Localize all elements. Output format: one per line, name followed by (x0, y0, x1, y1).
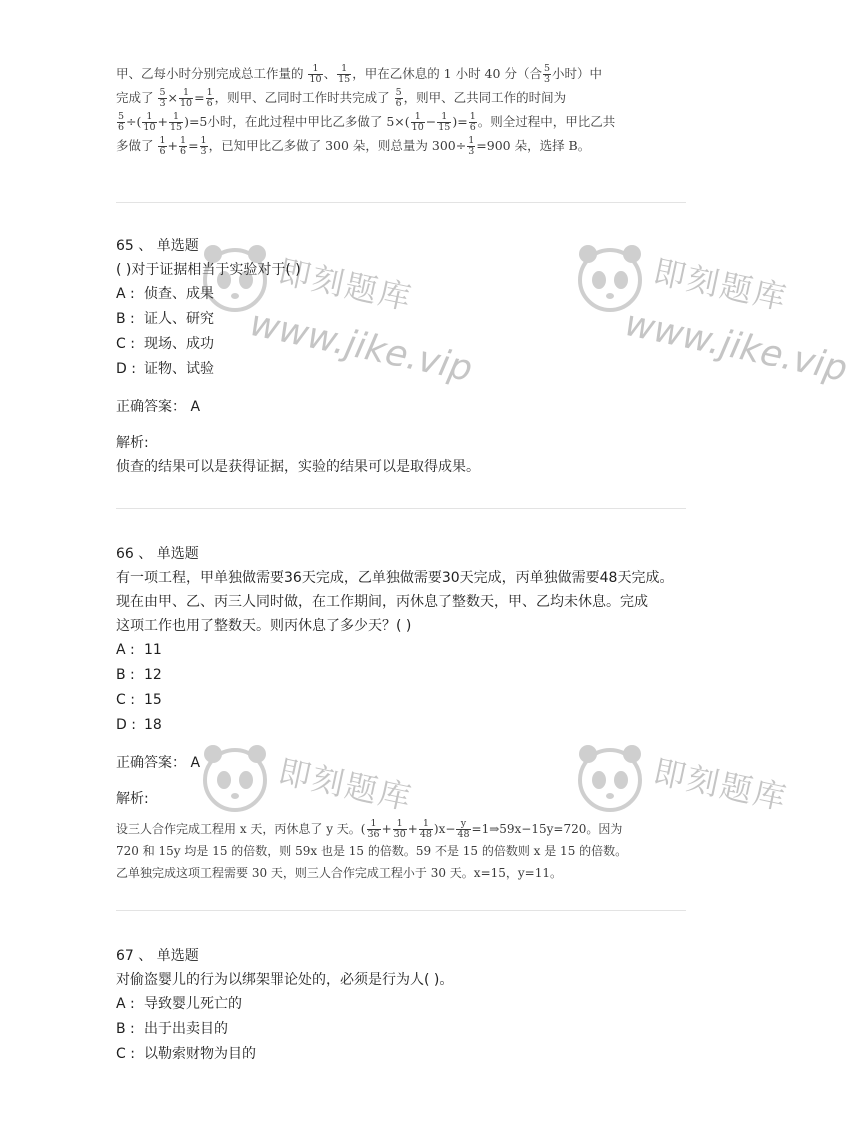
option-b[interactable] (116, 663, 696, 688)
option-b[interactable] (116, 307, 696, 332)
option-letter: A : (116, 996, 135, 1012)
question-65 (116, 236, 696, 480)
question-header: 65 、 单选题 (116, 238, 199, 254)
question-header: 66 、 单选题 (116, 546, 199, 562)
option-c[interactable] (116, 688, 696, 713)
option-text: 12 (144, 667, 162, 683)
question-stem-line-1: 有一项工程，甲单独做需要36天完成，乙单独做需要30天完成，丙单独做需要48天完成。 (116, 570, 674, 586)
analysis-label: 解析: (116, 791, 149, 807)
scan-line-1: 设三人合作完成工程用 x 天，丙休息了 y 天。( $\frac{1}{36}$ + $\frac{1}{30}$ + $\frac{1}{48}$ )x− $\frac{y}{48}$ =1⇒59x−15y=720。因为 (116, 818, 623, 840)
correct-answer: 正确答案： A (116, 755, 201, 771)
option-text: 导致婴儿死亡的 (144, 996, 242, 1012)
fraction: $\frac{1}{48}$ (419, 818, 432, 840)
option-text: 以勒索财物为目的 (144, 1046, 256, 1062)
fraction: $\frac{1}{15}$ (438, 111, 451, 133)
watermark-brand: 即刻题库 (650, 752, 792, 818)
option-letter: C : (116, 1046, 135, 1062)
scanned-analysis-q66 (116, 818, 676, 884)
option-a[interactable] (116, 638, 696, 663)
option-letter: B : (116, 311, 135, 327)
analysis-text: 侦查的结果可以是获得证据，实验的结果可以是取得成果。 (116, 459, 480, 475)
option-c[interactable] (116, 332, 696, 357)
option-letter: B : (116, 667, 135, 683)
option-b[interactable] (116, 1017, 696, 1042)
option-text: 证人、研究 (144, 311, 214, 327)
watermark-url: www.jike.vip (246, 302, 476, 391)
fraction: $\frac{1}{10}$ (143, 111, 156, 133)
fraction: $\frac{5}{6}$ (118, 111, 125, 133)
fraction: $\frac{5}{3}$ (159, 87, 166, 109)
option-letter: C : (116, 336, 135, 352)
scanned-solution-q64 (116, 62, 636, 158)
question-stem: ( )对于证据相当于实验对于( ) (116, 262, 301, 278)
option-d[interactable] (116, 357, 696, 382)
fraction: $\frac{1}{3}$ (468, 135, 475, 157)
watermark-brand: 即刻题库 (275, 252, 417, 318)
question-stem: 对偷盗婴儿的行为以绑架罪论处的，必须是行为人( )。 (116, 972, 454, 988)
option-text: 证物、试验 (144, 361, 214, 377)
question-67 (116, 946, 696, 1067)
fraction: $\frac{1}{6}$ (180, 135, 187, 157)
scan-line-2: 完成了 $\frac{5}{3}$ × $\frac{1}{10}$ = $\frac{1}{6}$ ，则甲、乙同时工作时共完成了 $\frac{5}{6}$ ，则甲、乙共同工作的时间为 (116, 87, 567, 109)
question-stem-line-2: 现在由甲、乙、丙三人同时做，在工作期间，丙休息了整数天，甲、乙均未休息。完成 (116, 594, 648, 610)
fraction: $\frac{1}{10}$ (309, 63, 322, 85)
fraction: $\frac{1}{6}$ (159, 135, 166, 157)
option-text: 18 (144, 717, 162, 733)
option-text: 现场、成功 (144, 336, 214, 352)
fraction: $\frac{1}{30}$ (393, 818, 406, 840)
fraction: $\frac{1}{15}$ (169, 111, 183, 133)
question-header: 67 、 单选题 (116, 948, 199, 964)
fraction: $\frac{1}{3}$ (200, 135, 207, 157)
option-text: 15 (144, 692, 162, 708)
fraction: $\frac{1}{10}$ (180, 87, 193, 109)
correct-answer: 正确答案： A (116, 399, 201, 415)
option-c[interactable] (116, 1042, 696, 1067)
fraction: $\frac{1}{15}$ (338, 63, 351, 85)
fraction: $\frac{1}{6}$ (469, 111, 476, 133)
fraction: $\frac{1}{36}$ (367, 818, 380, 840)
question-stem-line-3: 这项工作也用了整数天。则丙休息了多少天？( ) (116, 618, 412, 634)
option-letter: B : (116, 1021, 135, 1037)
fraction: $\frac{5}{3}$ (543, 63, 550, 85)
scan-line-2: 720 和 15y 均是 15 的倍数，则 59x 也是 15 的倍数。59 不是 15 的倍数则 x 是 15 的倍数。 (116, 844, 628, 858)
option-text: 侦查、成果 (144, 286, 214, 302)
divider (116, 202, 686, 203)
option-text: 出于出卖目的 (144, 1021, 228, 1037)
divider (116, 910, 686, 911)
option-letter: D : (116, 717, 136, 733)
option-text: 11 (144, 642, 162, 658)
watermark-brand: 即刻题库 (650, 252, 792, 318)
fraction: $\frac{1}{10}$ (411, 111, 424, 133)
option-d[interactable] (116, 713, 696, 738)
scan-line-4: 多做了 $\frac{1}{6}$ + $\frac{1}{6}$ = $\frac{1}{3}$ ，已知甲比乙多做了 300 朵，则总量为 300÷ $\frac{1}{3}$ =900 朵，选择 B。 (116, 135, 591, 157)
option-a[interactable] (116, 992, 696, 1017)
watermark-url: www.jike.vip (621, 302, 851, 391)
fraction: $\frac{5}{6}$ (395, 87, 402, 109)
fraction: $\frac{1}{6}$ (206, 87, 213, 109)
option-a[interactable] (116, 282, 696, 307)
option-letter: A : (116, 286, 135, 302)
fraction: $\frac{y}{48}$ (457, 818, 470, 840)
option-letter: D : (116, 361, 136, 377)
analysis-label: 解析: (116, 435, 149, 451)
option-letter: C : (116, 692, 135, 708)
question-66 (116, 544, 696, 810)
option-letter: A : (116, 642, 135, 658)
scan-line-3: 乙单独完成这项工程需要 30 天，则三人合作完成工程小于 30 天。x=15，y=11。 (116, 866, 562, 880)
watermark-brand: 即刻题库 (275, 752, 417, 818)
divider (116, 508, 686, 509)
scan-line-1: 甲、乙每小时分别完成总工作量的 $\frac{1}{10}$ 、 $\frac{1}{15}$ ，甲在乙休息的 1 小时 40 分（合 $\frac{5}{3}$ 小时）中 (116, 63, 603, 85)
scan-line-3: $\frac{5}{6}$ ÷( $\frac{1}{10}$ + $\frac{1}{15}$ )=5小时，在此过程中甲比乙多做了 5×( $\frac{1}{10}$ − $\frac{1}{15}$ )= $\frac{1}{6}$ 。则全过程中，甲比乙共 (118, 111, 616, 133)
